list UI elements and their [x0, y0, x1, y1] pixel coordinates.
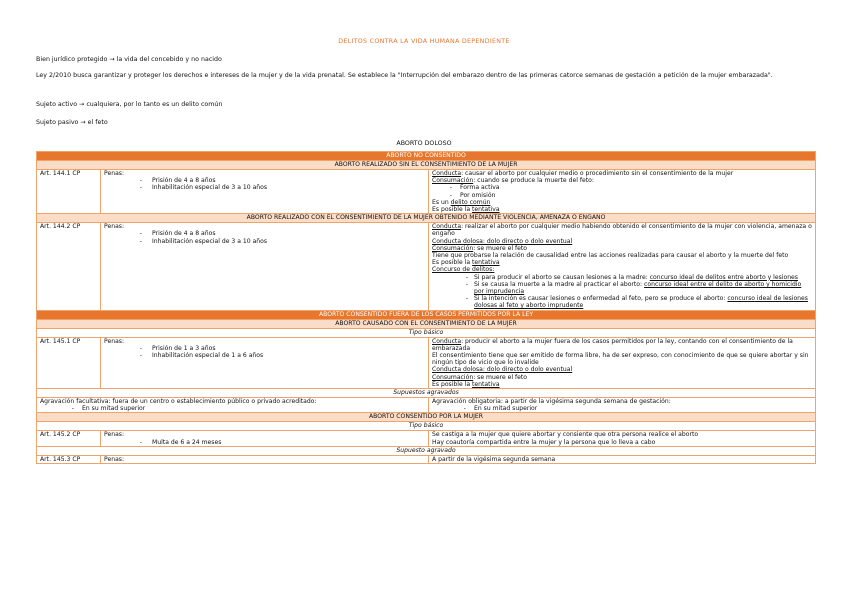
pena-item: Prisión de 4 a 8 años [152, 230, 216, 238]
conducta-dolosa: Conducta dolosa: dolo directo o dolo eventual [432, 366, 573, 374]
es-posible-text: Es posible la [432, 259, 473, 267]
article-cell: Art. 145.3 CP [37, 455, 101, 463]
tipo-basico-label: Tipo básico [37, 328, 816, 337]
delito-comun: delito común [450, 198, 491, 206]
consumacion-label: Consumación [432, 244, 474, 252]
penas-cell: Penas: - Multa de 6 a 24 meses [101, 431, 429, 446]
description-cell: Conducta: realizar el aborto por cualquier medio habiendo obtenido el consentimiento de la mujer con violencia, amenaza o engaño Conducta dolosa: dolo directo o dolo eventual Consumación: se muere el feto Tiene que probarse la relación de causalidad entre las acciones realizadas para causar el aborto y la muerte del feto Es posible la tentativa Concurso de delitos: - Si para producir el aborto se causan lesiones a la madre: concurso ideal de delitos entre aborto y lesiones - Si se causa la muerte a la madre al practicar el aborto: concurso ideal entre el delito de aborto y homicidio por imprudencia - Si la intención es causar lesiones o enfermedad al feto, pero se produce el aborto: concurso ideal de lesiones dolosas al feto y aborto imprudente [429, 223, 816, 310]
conducta-label: Conducta [432, 223, 462, 231]
pena-item: Inhabilitación especial de 3 a 10 años [152, 237, 268, 245]
table-row [37, 398, 816, 413]
article-cell: Art. 145.2 CP [37, 431, 101, 446]
table-row [37, 170, 816, 214]
bien-juridico: Bien jurídico protegido → la vida del concebido y no nacido [36, 56, 222, 63]
penas-cell: Penas: - Prisión de 4 a 8 años - Inhabilitación especial de 3 a 10 años [101, 223, 429, 310]
description-cell [429, 431, 816, 446]
consumacion-text: : se muere el feto [473, 373, 528, 381]
supuestos-agravados-label: Supuestos agravados [37, 389, 816, 398]
pena-item: Prisión de 1 a 3 años [152, 344, 216, 352]
table-row [37, 455, 816, 463]
consentimiento-text: El consentimiento tiene que ser emitido de forma libre, ha de ser expreso, con conocimiento de que se quiere abortar y sin ningún tipo de vicio que lo invalide [432, 352, 809, 367]
agravacion-facultativa-cell: Agravación facultativa: fuera de un centro o establecimiento público o privado acreditado: - En su mitad superior [37, 398, 429, 413]
agravacion-obligatoria-cell: Agravación obligatoria: a partir de la vigésima segunda semana de gestación: - En su mitad superior [429, 398, 816, 413]
sujeto-activo: Sujeto activo → cualquiera, por lo tanto es un delito común [36, 101, 223, 108]
subheader-con-consentimiento: ABORTO CAUSADO CON EL CONSENTIMIENTO DE LA MUJER [37, 319, 816, 328]
description-cell [429, 337, 816, 388]
agravacion-item: En su mitad superior [474, 405, 538, 413]
table-row [37, 319, 816, 328]
conducta-dolosa: Conducta dolosa: dolo directo o dolo eventual [432, 237, 573, 245]
agravacion-obligatoria: Agravación obligatoria: a partir de la vigésima segunda semana de gestación: [432, 398, 671, 406]
tentativa: tentativa [472, 380, 500, 388]
conducta-text: : realizar el aborto por cualquier medio habiendo obtenido el consentimiento de la mujer con violencia, amenaza o engaño [432, 223, 812, 238]
subheader-consentido-por-mujer: ABORTO CONSENTIDO POR LA MUJER [37, 413, 816, 422]
consumacion-text: : cuando se produce la muerte del feto: [473, 177, 594, 185]
conducta-text: : causar el aborto por cualquier medio o procedimiento sin el consentimiento de la mujer [461, 170, 734, 177]
table-row [37, 446, 816, 455]
table-row [37, 161, 816, 170]
concurso-item: Si se causa la muerte a la madre al practicar el aborto: concurso ideal entre el delito de aborto y homicidio por imprudencia [474, 280, 802, 296]
subheader-violencia: ABORTO REALIZADO CON EL CONSENTIMIENTO DE LA MUJER OBTENIDO MEDIANTE VIOLENCIA, AMENAZA O ENGAÑO [37, 214, 816, 223]
causalidad-text: Tiene que probarse la relación de causalidad entre las acciones realizadas para causar el aborto y la muerte del feto [432, 252, 789, 260]
description-line: Se castiga a la mujer que quiere abortar y consiente que otra persona realice el aborto [432, 431, 699, 439]
penas-cell: Penas: - Prisión de 1 a 3 años - Inhabilitación especial de 1 a 6 años [101, 337, 429, 388]
pena-item: Prisión de 4 a 8 años [152, 177, 216, 185]
tipo-basico-label: Tipo básico [37, 422, 816, 431]
description-cell [429, 455, 816, 463]
es-posible-text: Es posible la [432, 380, 473, 388]
table-row [37, 223, 816, 310]
agravacion-item: En su mitad superior [82, 405, 146, 413]
header-aborto-no-consentido: ABORTO NO CONSENTIDO [37, 152, 816, 161]
document-title: DELITOS CONTRA LA VIDA HUMANA DEPENDIENTE [338, 38, 510, 45]
consumacion-label: Consumación [432, 373, 474, 381]
sujeto-pasivo: Sujeto pasivo → el feto [36, 119, 108, 126]
es-posible-text: Es posible la [432, 206, 473, 214]
agravacion-facultativa: Agravación facultativa: fuera de un centro o establecimiento público o privado acreditado: [40, 398, 317, 406]
table-row [37, 431, 816, 446]
concurso-item: Si la intención es causar lesiones o enfermedad al feto, pero se produce el aborto: concurso ideal de lesiones dolosas al feto y aborto imprudente [474, 295, 808, 310]
penas-label: Penas: [104, 431, 125, 439]
supuesto-agravado-label: Supuesto agravado [37, 446, 816, 455]
table-row [37, 337, 816, 388]
tentativa: tentativa [472, 259, 500, 267]
consumacion-label: Consumación [432, 177, 474, 185]
conducta-label: Conducta [432, 337, 462, 345]
description-line: A partir de la vigésima segunda semana [432, 455, 556, 463]
aborto-table [36, 151, 816, 464]
table-row [37, 214, 816, 223]
table-row [37, 389, 816, 398]
table-row [37, 413, 816, 422]
tentativa: tentativa [472, 206, 500, 214]
ley-paragraph: Ley 2/2010 busca garantizar y proteger los derechos e intereses de la mujer y de la vida prenatal. Se establece la "Interrupción del embarazo dentro de las primeras catorce semanas de gestación a petición de la mujer embarazada". [36, 72, 773, 79]
article-cell: Art. 144.1 CP [37, 170, 101, 214]
description-line: Hay coautoría compartida entre la mujer y la persona que lo lleva a cabo [432, 438, 656, 446]
section-heading: ABORTO DOLOSO [396, 140, 452, 147]
forma-item: Forma activa [460, 184, 500, 192]
consumacion-text: : se muere el feto [473, 244, 528, 252]
penas-cell: Penas: - Prisión de 4 a 8 años - Inhabilitación especial de 3 a 10 años [101, 170, 429, 214]
conducta-text: : producir el aborto a la mujer fuera de los casos permitidos por la ley, contando con el consentimiento de la embarazada [432, 337, 793, 352]
penas-label: Penas: [104, 170, 125, 177]
penas-label: Penas: [104, 337, 125, 345]
table-row [37, 152, 816, 161]
article-cell: Art. 144.2 CP [37, 223, 101, 310]
table-row [37, 310, 816, 319]
forma-item: Por omisión [460, 191, 496, 199]
subheader-sin-consentimiento: ABORTO REALIZADO SIN EL CONSENTIMIENTO DE LA MUJER [37, 161, 816, 170]
table-row [37, 328, 816, 337]
conducta-label: Conducta [432, 170, 462, 177]
article-cell: Art. 145.1 CP [37, 337, 101, 388]
concurso-item: Si para producir el aborto se causan lesiones a la madre: concurso ideal de delitos entre aborto y lesiones [474, 273, 798, 281]
concurso-label: Concurso de delitos: [432, 266, 495, 274]
header-fuera-de-ley: ABORTO CONSENTIDO FUERA DE LOS CASOS PERMITIDOS POR LA LEY [37, 310, 816, 319]
description-cell: Conducta: causar el aborto por cualquier medio o procedimiento sin el consentimiento de la mujer Consumación: cuando se produce la muerte del feto: - Forma activa - Por omisión Es un delito común Es posible la tentativa [429, 170, 816, 214]
penas-cell [101, 455, 429, 463]
penas-label: Penas: [104, 223, 125, 231]
pena-item: Inhabilitación especial de 3 a 10 años [152, 184, 268, 192]
penas-label: Penas: [104, 455, 125, 463]
pena-item: Inhabilitación especial de 1 a 6 años [152, 352, 264, 360]
es-un-text: Es un [432, 198, 451, 206]
pena-item: Multa de 6 a 24 meses [152, 438, 222, 446]
table-row [37, 422, 816, 431]
